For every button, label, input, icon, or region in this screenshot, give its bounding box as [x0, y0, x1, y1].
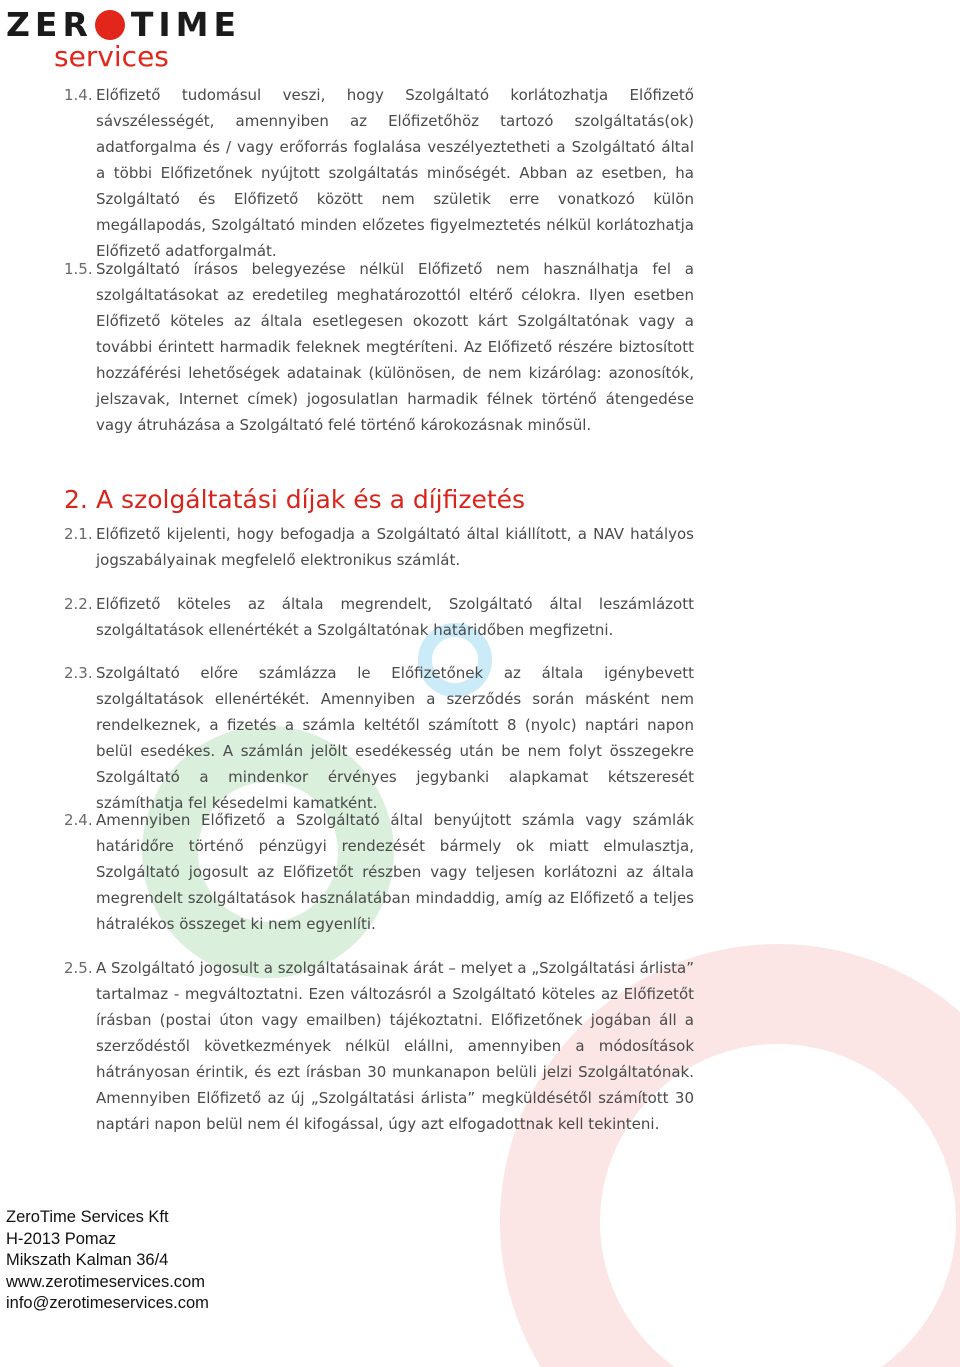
section-text: Szolgáltató írásos belegyezése nélkül Előfizető nem használhatja fel a szolgáltatásokat az eredetileg meghatározottól eltérő célokra. Ilyen esetben Előfizető köteles az általa esetlegesen okozott kárt Szolgáltatónak vagy a további érintett harmadik feleknek megtéríteni. Az Előfizető részére biztosított hozzáférési lehetőségek adatainak (különösen, de nem kizárólag: azonosítók, jelszavak, Internet címek) jogosulatlan harmadik félnek történő átengedése vagy átruházása a Szolgáltató felé történő károkozásnak minősül. — [96, 260, 694, 434]
section-text: Amennyiben Előfizető a Szolgáltató által benyújtott számla vagy számlák határidőre történő pénzügyi rendezését bármely ok miatt elmulasztja, Szolgáltató jogosult az Előfizetőt részben vagy teljesen korlátozni az általa megrendelt szolgáltatások használatában mindaddig, amíg az Előfizető a teljes hátralékos összeget ki nem egyenlíti. — [96, 811, 694, 933]
section-number: 1.4. — [64, 86, 93, 104]
section-number: 2.1. — [64, 525, 93, 543]
footer-email-link[interactable]: info@zerotimeservices.com — [6, 1294, 209, 1312]
section-2-3 — [64, 660, 694, 816]
section-2-2 — [64, 591, 694, 643]
footer-website-link[interactable]: www.zerotimeservices.com — [6, 1272, 205, 1291]
section-1-5 — [64, 256, 694, 438]
footer-company: ZeroTime Services Kft — [6, 1208, 169, 1226]
footer-contact — [6, 1207, 209, 1315]
heading-number: 2. — [64, 485, 88, 514]
logo-text-left: ZER — [6, 5, 93, 44]
section-text: Előfizető köteles az általa megrendelt, Szolgáltató által leszámlázott szolgáltatások ellenértékét a Szolgáltatónak határidőben megfizetni. — [96, 595, 694, 639]
section-text: Előfizető tudomásul veszi, hogy Szolgáltató korlátozhatja Előfizető sávszélességét, amennyiben az Előfizetőhöz tartozó szolgáltatás(ok) adatforgalma és / vagy erőforrás foglalása veszélyeztetheti a Szolgáltató által a többi Előfizetőnek nyújtott szolgáltatás minőségét. Abban az esetben, ha Szolgáltató és Előfizető között nem születik erre vonatkozó külön megállapodás, Szolgáltató minden előzetes figyelmeztetés nélkül korlátozhatja Előfizető adatforgalmát. — [96, 86, 694, 260]
section-text: A Szolgáltató jogosult a szolgáltatásainak árát – melyet a „Szolgáltatási árlista” tartalmaz - megváltoztatni. Ezen változásról a Szolgáltató köteles az Előfizetőt írásban (postai úton vagy emailben) tájékoztatni. Előfizetőnek jogában áll a szerződéstől következmények nélkül elállni, amennyiben a módosítások hátrányosan érintik, és ezt írásban 30 munkanapon belüli jelzi Szolgáltatónak. Amennyiben Előfizető az új „Szolgáltatási árlista” megküldésétől számított 30 naptári napon belül nem él kifogással, úgy azt elfogadottnak kell tekinteni. — [96, 959, 694, 1133]
section-2-4 — [64, 807, 694, 937]
footer-street: Mikszath Kalman 36/4 — [6, 1251, 169, 1269]
section-number: 2.2. — [64, 595, 93, 613]
section-2-5 — [64, 955, 694, 1137]
footer-city: H-2013 Pomaz — [6, 1229, 117, 1248]
heading-title: A szolgáltatási díjak és a díjfizetés — [96, 485, 526, 514]
logo-subtitle: services — [54, 40, 169, 73]
section-number: 2.4. — [64, 811, 93, 829]
section-number: 2.3. — [64, 664, 93, 682]
section-1-4 — [64, 82, 694, 264]
section-number: 2.5. — [64, 959, 93, 977]
company-logo — [6, 6, 241, 72]
section-text: Szolgáltató előre számlázza le Előfizetőnek az általa igénybevett szolgáltatások ellenértékét. Amennyiben a szerződés során másként nem rendelkeznek, a fizetés a számla keltétől számított 8 (nyolc) naptári napon belül esedékes. A számlán jelölt esedékesség után be nem folyt összegekre Szolgáltató a mindenkor érvényes jegybanki alapkamat kétszeresét számíthatja fel késedelmi kamatként. — [96, 664, 694, 812]
section-number: 1.5. — [64, 260, 93, 278]
section-2-1 — [64, 521, 694, 573]
section-heading — [64, 480, 525, 520]
logo-circle-icon — [95, 10, 125, 40]
logo-text-right: TIME — [130, 5, 242, 44]
section-text: Előfizető kijelenti, hogy befogadja a Szolgáltató által kiállított, a NAV hatályos jogszabályainak megfelelő elektronikus számlát. — [96, 525, 694, 569]
